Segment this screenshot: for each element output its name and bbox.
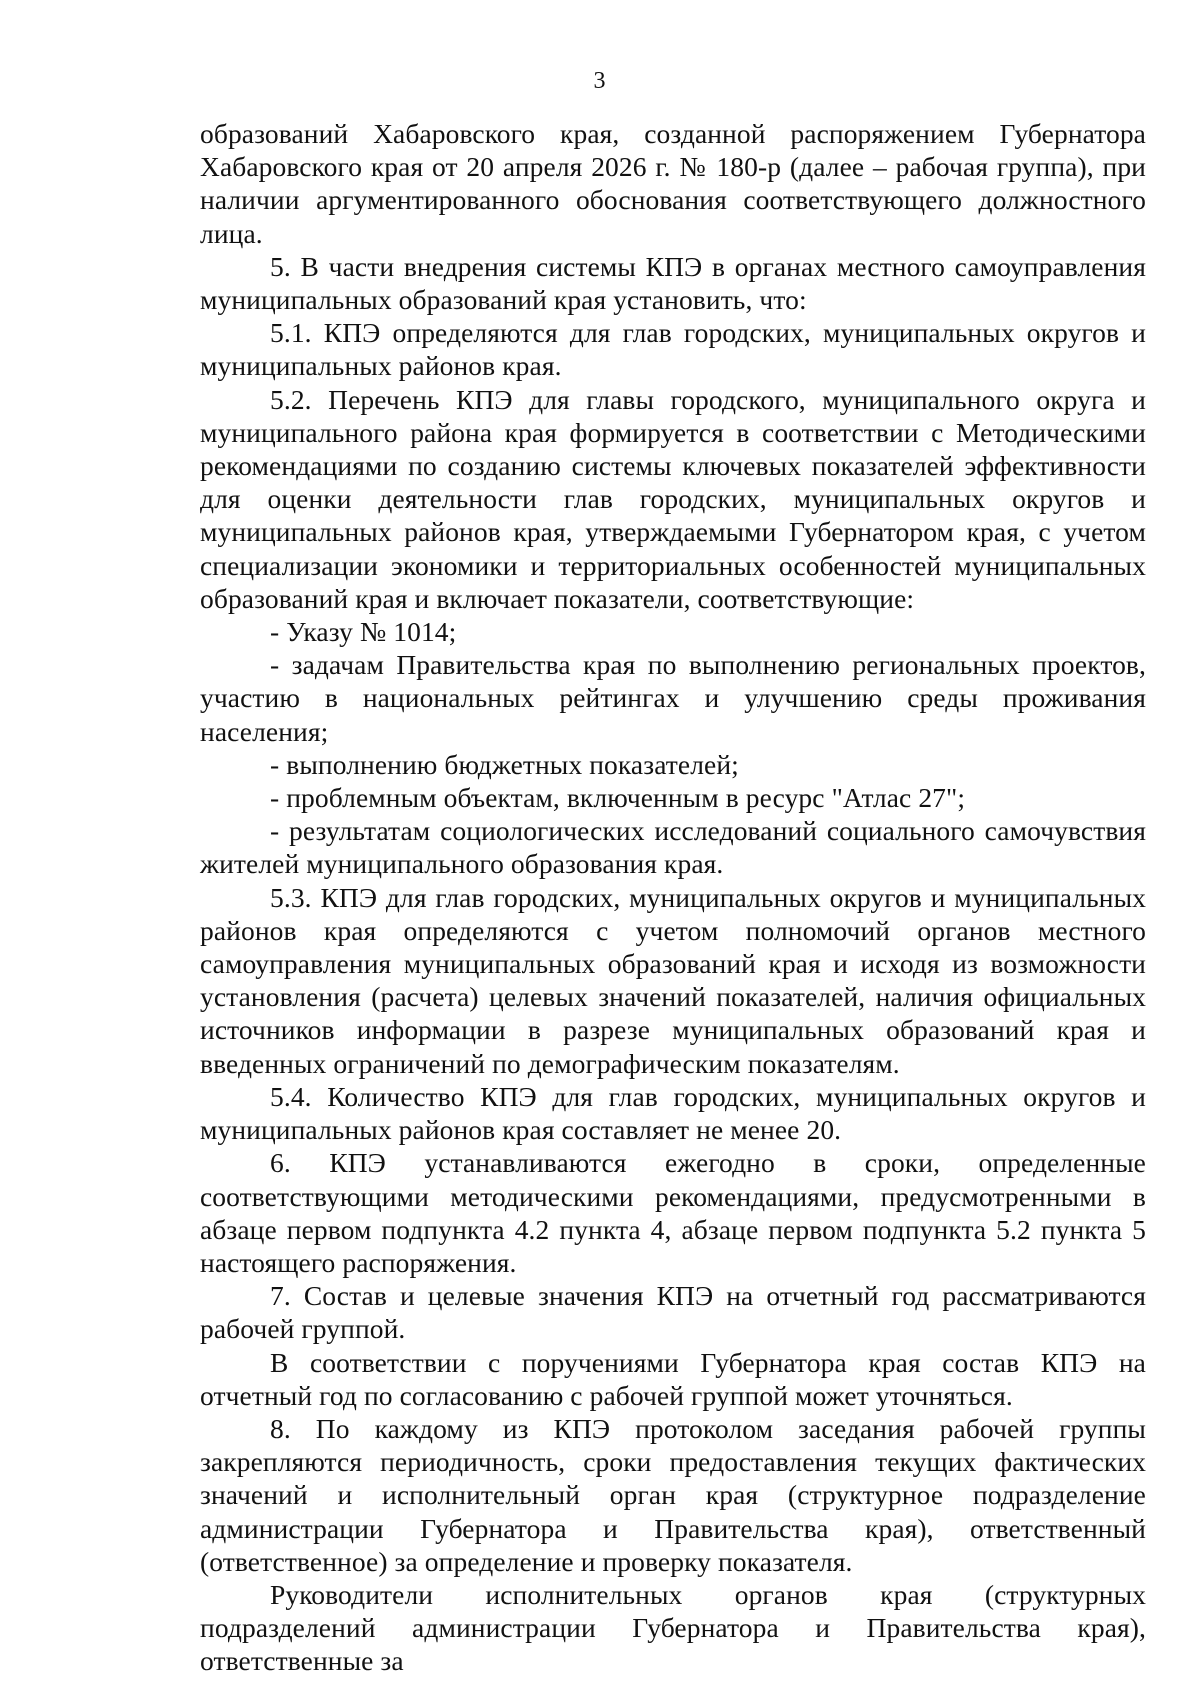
paragraph-item-5: 5. В части внедрения системы КПЭ в органах местного самоуправления муниципальных образований края установить, что:: [200, 250, 1146, 316]
paragraph-heads-responsibility: Руководители исполнительных органов края (структурных подразделений администрации Губернатора и Правительства края), ответственные за: [200, 1578, 1146, 1677]
page-number: 3: [593, 68, 607, 94]
paragraph-item-5-4: 5.4. Количество КПЭ для глав городских, муниципальных округов и муниципальных районов края составляет не менее 20.: [200, 1080, 1146, 1146]
document-body: [200, 117, 1146, 1678]
list-item: - Указу № 1014;: [270, 616, 457, 648]
list-item: - результатам социологических исследований социального самочувствия жителей муниципального образования края.: [200, 815, 1146, 880]
paragraph-item-8: 8. По каждому из КПЭ протоколом заседания рабочей группы закрепляются периодичность, сроки предоставления текущих фактических значений и исполнительный орган края (структурное подразделение администрации Губернатора и Правительства края), ответственный (ответственное) за определение и проверку показателя.: [200, 1412, 1146, 1577]
paragraph-item-5-3: 5.3. КПЭ для глав городских, муниципальных округов и муниципальных районов края определяются с учетом полномочий органов местного самоуправления муниципальных образований края и исходя из возможности установления (расчета) целевых значений показателей, наличия официальных источников информации в разрезе муниципальных образований края и введенных ограничений по демографическим показателям.: [200, 881, 1146, 1079]
paragraph-item-6: 6. КПЭ устанавливаются ежегодно в сроки, определенные соответствующими методическими рекомендациями, предусмотренными в абзаце первом подпункта 4.2 пункта 4, абзаце первом подпункта 5.2 пункта 5 настоящего распоряжения.: [200, 1147, 1146, 1278]
list-item: - выполнению бюджетных показателей;: [270, 748, 739, 780]
paragraph-item-7: 7. Состав и целевые значения КПЭ на отчетный год рассматриваются рабочей группой.: [200, 1280, 1146, 1345]
paragraph-item-7-clarification: В соответствии с поручениями Губернатора края состав КПЭ на отчетный год по согласованию с рабочей группой может уточняться.: [200, 1346, 1146, 1411]
list-item: - проблемным объектам, включенным в ресурс "Атлас 27";: [270, 782, 966, 814]
list-item: - задачам Правительства края по выполнению региональных проектов, участию в национальных рейтингах и улучшению среды проживания населения;: [200, 649, 1146, 747]
paragraph-continuation: образований Хабаровского края, созданной распоряжением Губернатора Хабаровского края от 20 апреля 2026 г. № 180-р (далее – рабочая группа), при наличии аргументированного обоснования соответствующего должностного лица.: [200, 118, 1146, 249]
paragraph-item-5-2: 5.2. Перечень КПЭ для главы городского, муниципального округа и муниципального района края формируется в соответствии с Методическими рекомендациями по созданию системы ключевых показателей эффективности для оценки деятельности глав городских, муниципальных округов и муниципальных районов края, утверждаемыми Губернатором края, с учетом специализации экономики и территориальных особенностей муниципальных образований края и включает показатели, соответствующие:: [200, 383, 1146, 614]
paragraph-item-5-1: 5.1. КПЭ определяются для глав городских, муниципальных округов и муниципальных районов края.: [200, 317, 1146, 382]
